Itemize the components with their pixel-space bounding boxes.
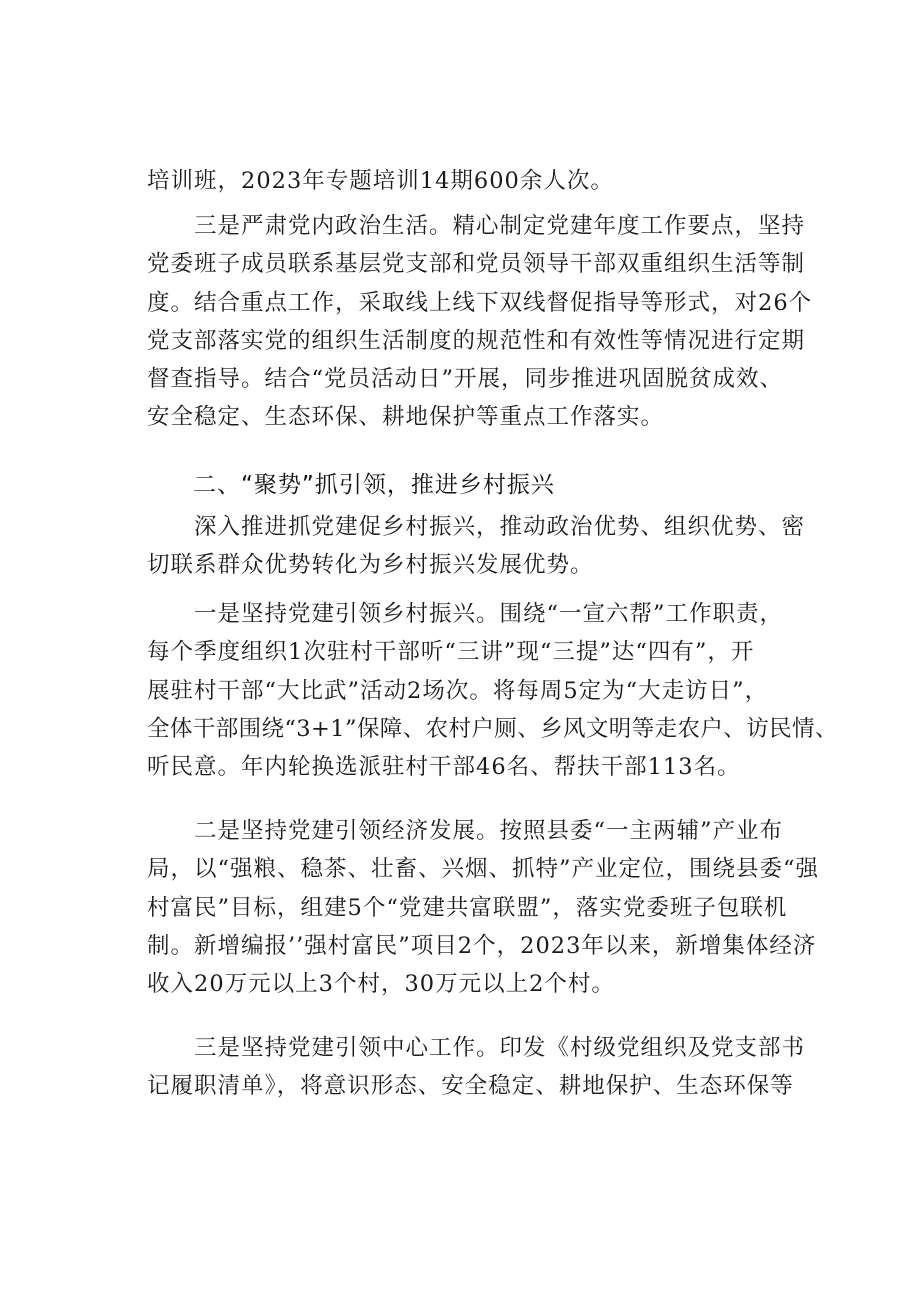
paragraph-central-work [147,1029,807,1106]
text-line: 收入20万元以上3个村，30万元以上2个村。 [147,971,615,998]
text-line: 深入推进抓党建促乡村振兴，推动政治优势、组织优势、密 [147,514,806,540]
text-line: 全体干部围绕“3+1”保障、农村户厕、乡风文明等走农户、访民情、 [147,715,838,742]
paragraph-economic-development [147,812,820,1003]
text-line: 三是坚持党建引领中心工作。印发《村级党组织及党支部书 [147,1035,806,1061]
text-line: 培训班，2023年专题培训14期600余人次。 [147,168,614,194]
text-line: 三是严肃党内政治生活。精心制定党建年度工作要点，坚持 [147,213,806,239]
text-line: 切联系群众优势转化为乡村振兴发展优势。 [147,552,594,579]
text-line: 二是坚持党建引领经济发展。按照县委“一主两辅”产业布 [147,818,784,844]
paragraph-rural-revitalization [147,595,838,786]
text-line: 安全稳定、生态环保、耕地保护等重点工作落实。 [147,404,665,431]
text-line: 记履职清单》，将意识形态、安全稳定、耕地保护、生态环保等 [147,1073,794,1100]
text-line: 村富民”目标，组建5个“党建共富联盟”，落实党委班子包联机 [147,894,788,921]
section-heading: 二、“聚势”抓引领，推进乡村振兴 [193,472,555,498]
text-line: 一是坚持党建引领乡村振兴。围绕“一宣六帮”工作职责， [147,601,784,627]
text-line: 每个季度组织1次驻村干部听“三讲”现“三提”达“四有”，开 [147,639,755,666]
text-line: 党委班子成员联系基层党支部和党员领导干部双重组织生活等制 [147,251,806,278]
text-line: 党支部落实党的组织生活制度的规范性和有效性等情况进行定期 [147,327,806,354]
paragraph-overview [147,508,807,585]
text-line: 制。新增编报’’强村富民”项目2个，2023年以来，新增集体经济 [147,932,817,959]
text-line: 督查指导。结合“党员活动日”开展，同步推进巩固脱贫成效、 [147,366,784,393]
text-line: 度。结合重点工作，采取线上线下双线督促指导等形式，对26个 [147,289,813,316]
text-line: 局，以“强粮、稳茶、壮畜、兴烟、抓特”产业定位，围绕县委“强 [147,856,820,883]
paragraph-intro-tail [147,162,807,200]
paragraph-strict-party-life [147,207,813,437]
text-line: 听民意。年内轮换选派驻村干部46名、帮扶干部113名。 [147,754,741,781]
text-line: 展驻村干部“大比武”活动2场次。将每周5定为“大走访日”， [147,677,769,704]
